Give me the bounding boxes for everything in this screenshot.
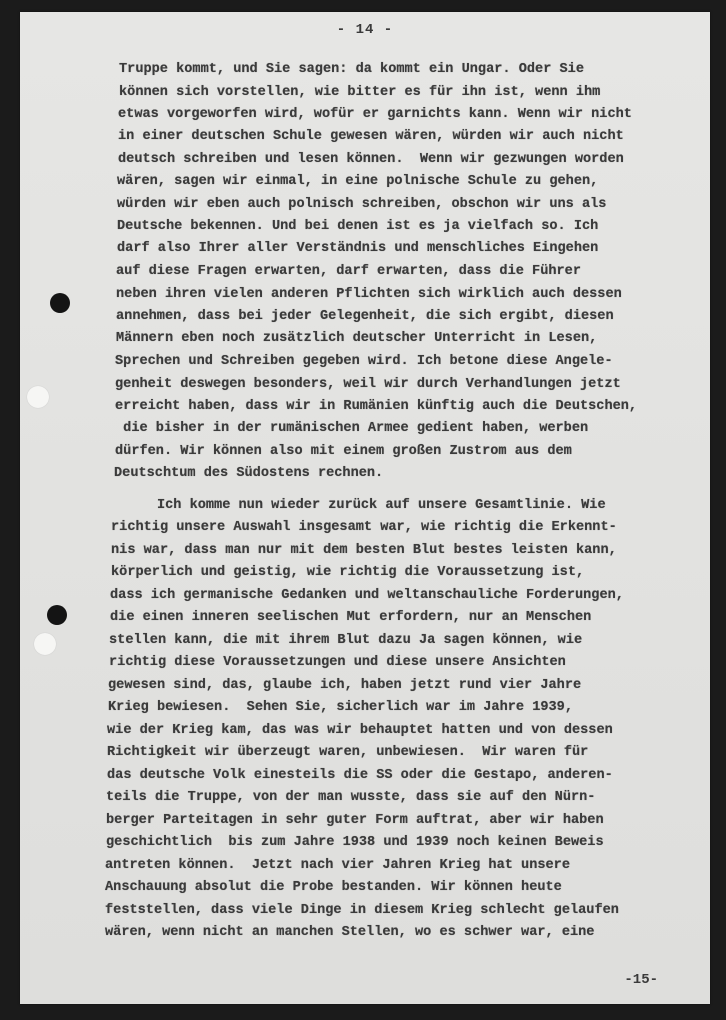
punch-hole-top <box>50 293 70 313</box>
text-line: Truppe kommt, und Sie sagen: da kommt ein Ungar. Oder Sie <box>119 62 584 77</box>
text-line: die bisher in der rumänischen Armee gedient haben, werben <box>115 421 589 436</box>
text-line: wären, sagen wir einmal, in eine polnische Schule zu gehen, <box>117 174 599 189</box>
text-line: Krieg bewiesen. Sehen Sie, sicherlich war im Jahre 1939, <box>108 700 573 715</box>
text-line: Männern eben noch zusätzlich deutscher Unterricht in Lesen, <box>116 331 598 346</box>
text-line: Deutschtum des Südostens rechnen. <box>114 466 384 481</box>
punch-hole-bottom <box>47 605 67 625</box>
text-line: können sich vorstellen, wie bitter es für ihn ist, wenn ihm <box>119 85 601 100</box>
document-page <box>20 12 710 1004</box>
text-line: gewesen sind, das, glaube ich, haben jetzt rund vier Jahre <box>108 678 582 693</box>
text-line: stellen kann, die mit ihrem Blut dazu Ja sagen können, wie <box>109 633 583 648</box>
text-line: Richtigkeit wir überzeugt waren, unbewiesen. Wir waren für <box>107 745 589 760</box>
text-line: wie der Krieg kam, das was wir behauptet hatten und von dessen <box>107 723 613 738</box>
text-line: annehmen, dass bei jeder Gelegenheit, die sich ergibt, diesen <box>116 309 614 324</box>
text-line: dürfen. Wir können also mit einem großen Zustrom aus dem <box>115 444 572 459</box>
text-line: auf diese Fragen erwarten, darf erwarten, dass die Führer <box>116 264 581 279</box>
text-line: Ich komme nun wieder zurück auf unsere Gesamtlinie. Wie <box>108 498 606 513</box>
text-line: antreten können. Jetzt nach vier Jahren Krieg hat unsere <box>105 858 570 873</box>
text-line: berger Parteitagen in sehr guter Form auftrat, aber wir haben <box>106 813 604 828</box>
text-line: würden wir eben auch polnisch schreiben, obschon wir uns als <box>117 197 607 212</box>
text-line: in einer deutschen Schule gewesen wären, würden wir auch nicht <box>118 129 624 144</box>
text-line: richtig diese Voraussetzungen und diese unsere Ansichten <box>109 655 566 670</box>
text-line: genheit deswegen besonders, weil wir durch Verhandlungen jetzt <box>115 377 621 392</box>
text-line: teils die Truppe, von der man wusste, dass sie auf den Nürn- <box>106 790 596 805</box>
text-line: das deutsche Volk einesteils die SS oder die Gestapo, anderen- <box>107 768 613 783</box>
page-number: - 14 - <box>336 22 394 38</box>
text-line: etwas vorgeworfen wird, wofür er garnichts kann. Wenn wir nicht <box>118 107 632 122</box>
text-line: neben ihren vielen anderen Pflichten sich wirklich auch dessen <box>116 287 622 302</box>
text-line: Deutsche bekennen. Und bei denen ist es ja vielfach so. Ich <box>117 219 599 234</box>
text-line: Anschauung absolut die Probe bestanden. Wir können heute <box>105 880 562 895</box>
text-line: die einen inneren seelischen Mut erfordern, nur an Menschen <box>110 610 592 625</box>
text-line: richtig unsere Auswahl insgesamt war, wie richtig die Erkennt- <box>111 520 617 535</box>
text-line: deutsch schreiben und lesen können. Wenn wir gezwungen worden <box>118 152 624 167</box>
text-line: wären, wenn nicht an manchen Stellen, wo es schwer war, eine <box>105 925 595 940</box>
text-line: Sprechen und Schreiben gegeben wird. Ich betone diese Angele- <box>115 354 613 369</box>
text-line: körperlich und geistig, wie richtig die Voraussetzung ist, <box>111 565 585 580</box>
next-page-marker: -15- <box>624 972 658 988</box>
text-line: geschichtlich bis zum Jahre 1938 und 1939 noch keinen Beweis <box>106 835 604 850</box>
text-line: nis war, dass man nur mit dem besten Blut bestes leisten kann, <box>111 543 617 558</box>
text-line: dass ich germanische Gedanken und weltanschauliche Forderungen, <box>110 588 624 603</box>
text-line: feststellen, dass viele Dinge in diesem Krieg schlecht gelaufen <box>105 903 619 918</box>
punch-hole-bottom-shadow <box>34 633 56 655</box>
text-line: darf also Ihrer aller Verständnis und menschliches Eingehen <box>117 241 599 256</box>
text-line: erreicht haben, dass wir in Rumänien künftig auch die Deutschen, <box>115 399 638 414</box>
punch-hole-top-shadow <box>27 386 49 408</box>
